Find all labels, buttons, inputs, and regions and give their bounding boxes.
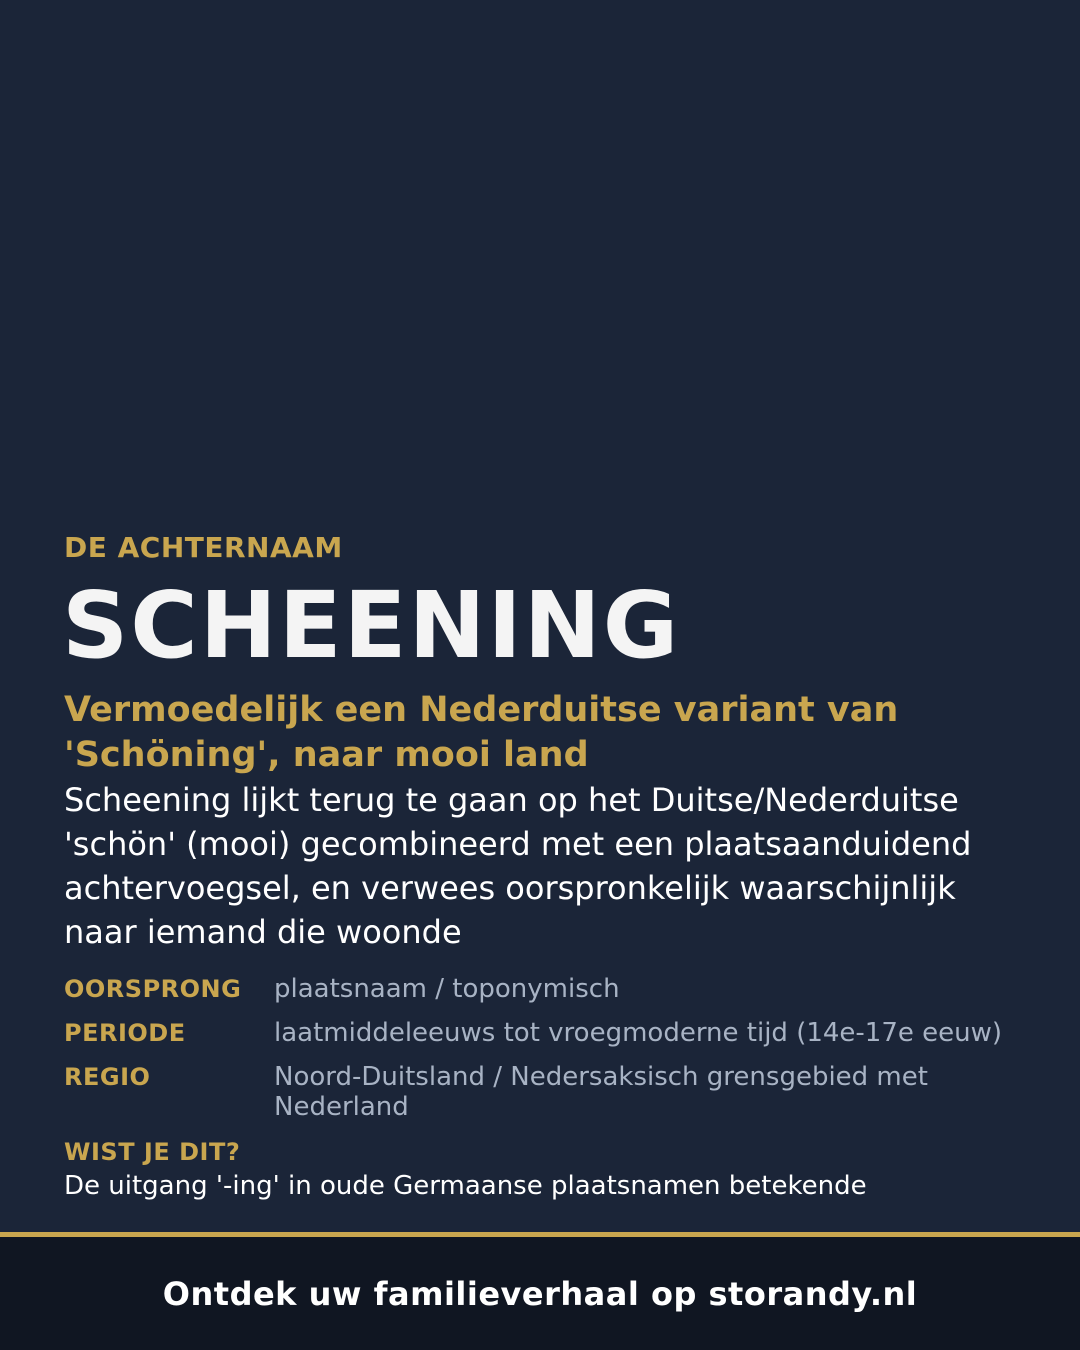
fact-label: OORSPRONG: [64, 975, 242, 1003]
surname-subtitle: Vermoedelijk een Nederduitse variant van 'Schöning', naar mooi land: [64, 690, 899, 775]
surname-description: Scheening lijkt terug te gaan op het Duitse/Nederduitse 'schön' (mooi) gecombineerd met een plaatsaanduidend achtervoegsel, en verwees oorspronkelijk waarschijnlijk naar iemand die woonde: [64, 781, 972, 951]
footer-cta-link[interactable]: Ontdek uw familieverhaal op storandy.nl: [162, 1274, 918, 1313]
facts-list: [64, 974, 1024, 1122]
fact-label: PERIODE: [64, 1019, 186, 1047]
fact-value: plaatsnaam / toponymisch: [274, 974, 620, 1004]
surname-card: [64, 530, 1024, 1202]
eyebrow-label: DE ACHTERNAAM: [64, 531, 343, 564]
fact-label: REGIO: [64, 1063, 151, 1091]
fact-value: laatmiddeleeuws tot vroegmoderne tijd (14e-17e eeuw): [274, 1018, 1003, 1048]
did-you-know-text: De uitgang '-ing' in oude Germaanse plaatsnamen betekende: [64, 1171, 867, 1201]
surname-title: SCHEENING: [62, 572, 681, 679]
fact-value: Noord-Duitsland / Nedersaksisch grensgebied met Nederland: [274, 1062, 928, 1122]
did-you-know-label: WIST JE DIT?: [64, 1138, 241, 1166]
fact-row-period: [64, 1018, 1024, 1048]
fact-row-origin: [64, 974, 1024, 1004]
footer-banner: [0, 1232, 1080, 1350]
fact-row-region: [64, 1062, 1024, 1122]
